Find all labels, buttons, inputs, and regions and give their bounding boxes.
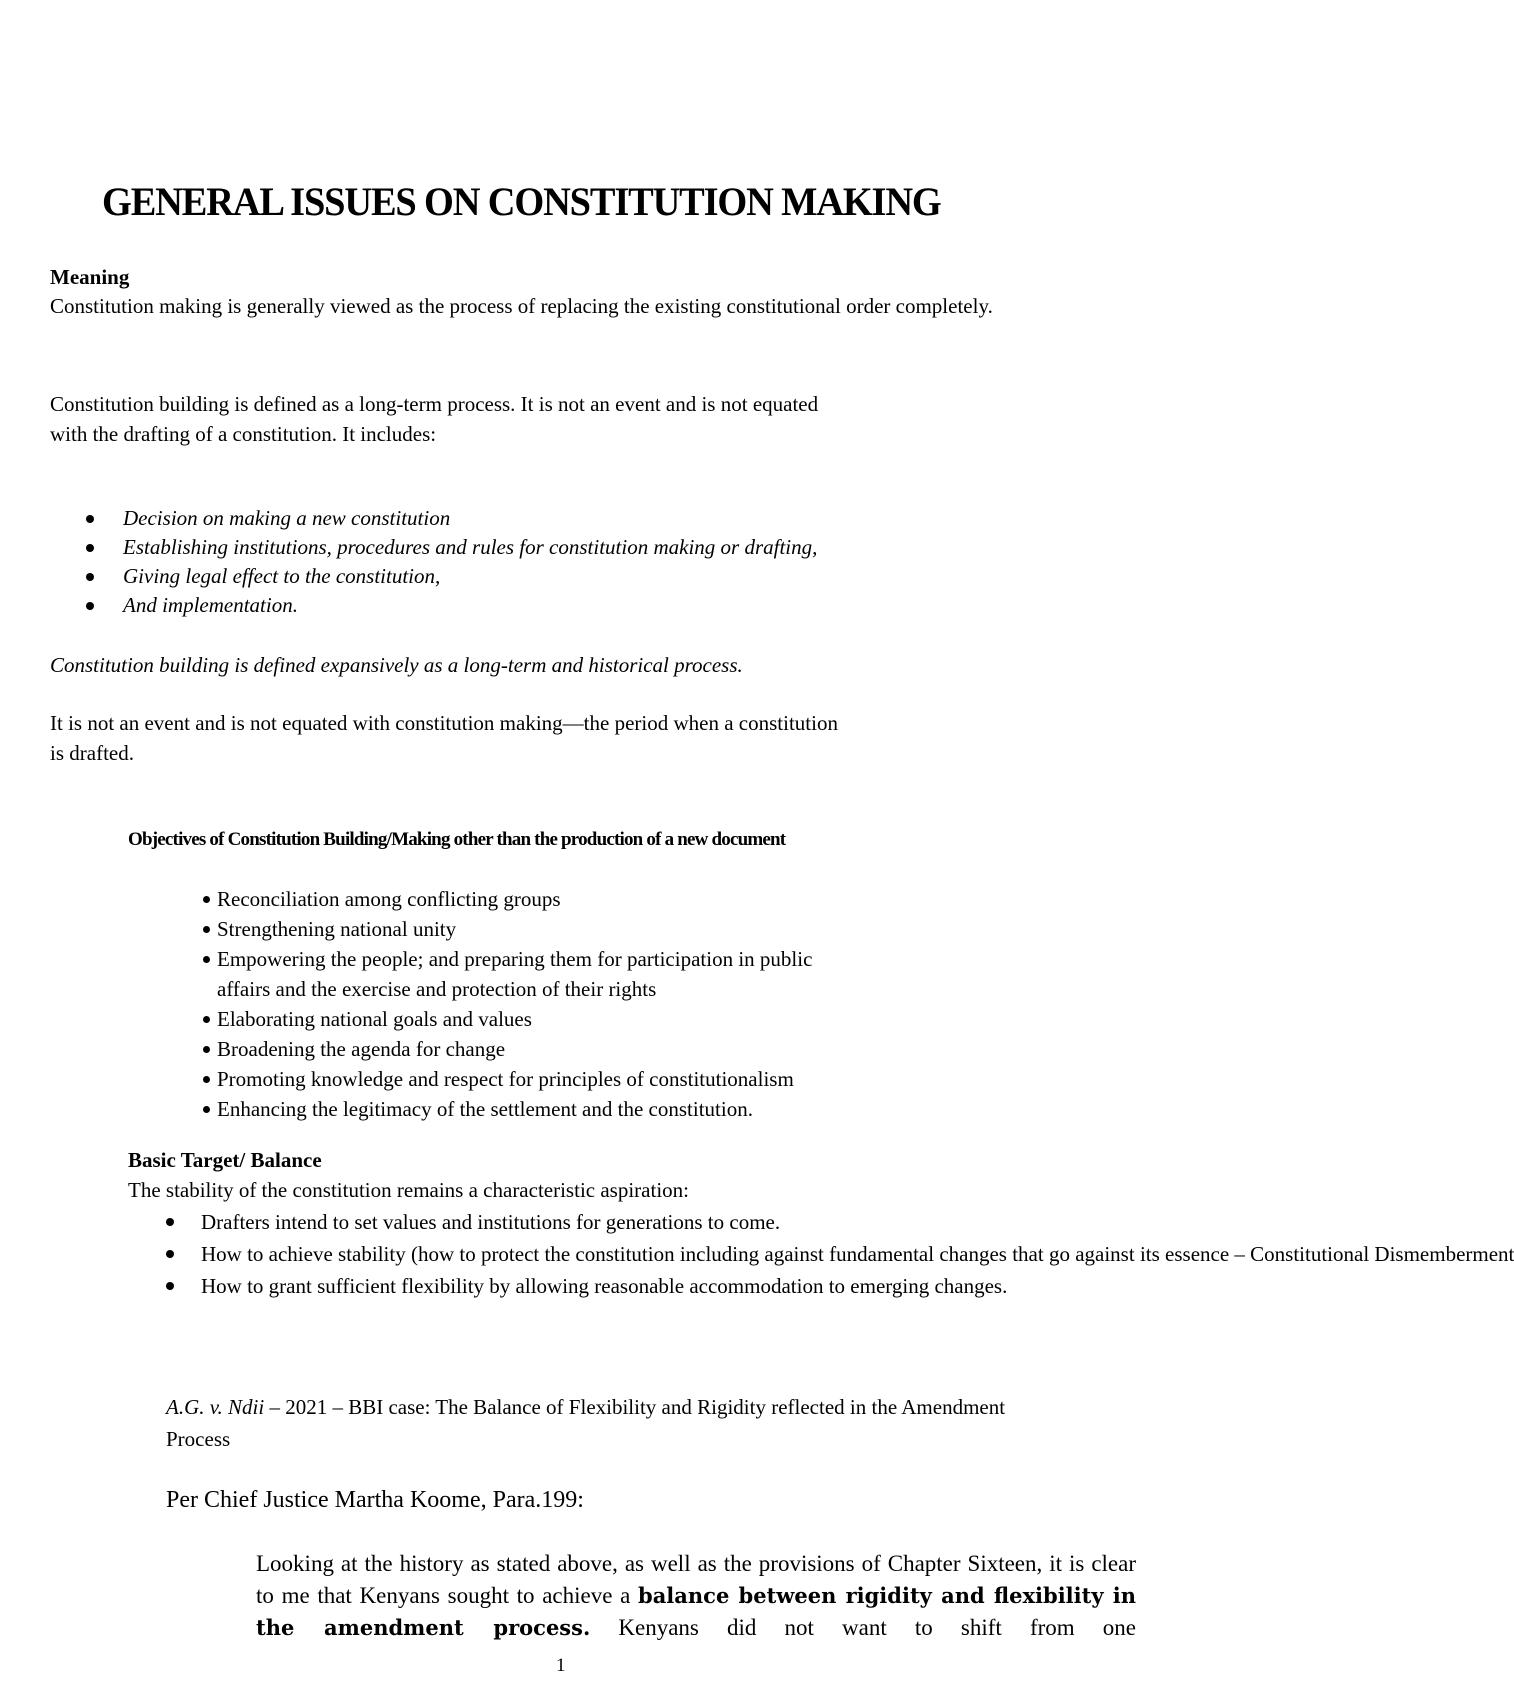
objectives-heading: Objectives of Constitution Building/Making other than the production of a new document: [128, 829, 786, 850]
list-item: Promoting knowledge and respect for principles of constitutionalism: [203, 1064, 812, 1094]
bullet-icon: [86, 602, 94, 610]
list-item: And implementation.: [86, 591, 817, 620]
bullet-icon: [203, 1076, 210, 1083]
bullet-icon: [86, 515, 94, 523]
basic-target-heading: Basic Target/ Balance: [128, 1148, 322, 1172]
bullet-icon: [166, 1218, 174, 1226]
bullet-icon: [166, 1250, 174, 1258]
bullet-icon: [86, 544, 94, 552]
list-item: Reconciliation among conflicting groups: [203, 884, 812, 914]
meaning-heading: Meaning: [50, 265, 130, 289]
includes-list: [86, 504, 817, 620]
bullet-icon: [203, 896, 210, 903]
list-item: Giving legal effect to the constitution,: [86, 562, 817, 591]
objectives-list: [203, 884, 812, 1124]
list-item: How to achieve stability (how to protect the constitution including against fundamental changes that go against its essence – Constitutional Dismemberment: [166, 1238, 1066, 1270]
bullet-icon: [86, 573, 94, 581]
basic-target-intro: The stability of the constitution remains a characteristic aspiration:: [128, 1178, 689, 1202]
event-paragraph: [50, 708, 838, 768]
case-description: – 2021 – BBI case: The Balance of Flexibility and Rigidity reflected in the Amendment Process: [166, 1395, 1006, 1451]
event-line-1: It is not an event and is not equated with constitution making—the period when a constitution: [50, 711, 838, 735]
page-number: 1: [556, 1655, 566, 1676]
meaning-paragraph: Constitution making is generally viewed as the process of replacing the existing constitutional order completely.: [50, 294, 993, 318]
bullet-icon: [203, 926, 210, 933]
bullet-icon: [203, 1016, 210, 1023]
building-line-1: Constitution building is defined as a long-term process. It is not an event and is not equated: [50, 392, 819, 416]
block-quote: Looking at the history as stated above, as well as the provisions of Chapter Sixteen, it is clear to me that Kenyans sought to achieve a balance between rigidity and flexibility in the amendment process. Kenyans did not want to shift from one: [256, 1551, 1137, 1640]
list-item: Drafters intend to set values and institutions for generations to come.: [166, 1206, 1066, 1238]
list-item: Strengthening national unity: [203, 914, 812, 944]
bullet-icon: [203, 1046, 210, 1053]
bullet-icon: [203, 956, 210, 963]
list-item-continuation: affairs and the exercise and protection of their rights: [217, 977, 657, 1001]
quote-emphasis: balance between rigidity and flexibility in the amendment process.: [256, 1583, 1137, 1640]
list-item: Establishing institutions, procedures and rules for constitution making or drafting,: [86, 533, 817, 562]
list-item: How to grant sufficient flexibility by allowing reasonable accommodation to emerging changes.: [166, 1270, 1066, 1302]
case-citation: [166, 1391, 1046, 1455]
bullet-icon: [166, 1282, 174, 1290]
list-item: Elaborating national goals and values: [203, 1004, 812, 1034]
stability-list: [166, 1206, 1514, 1302]
event-line-2: is drafted.: [50, 741, 134, 765]
per-attribution: Per Chief Justice Martha Koome, Para.199:: [166, 1487, 584, 1513]
building-line-2: with the drafting of a constitution. It includes:: [50, 422, 437, 446]
building-paragraph: [50, 389, 818, 449]
case-name: A.G. v. Ndii: [166, 1395, 265, 1419]
bullet-icon: [203, 1106, 210, 1113]
list-item: Decision on making a new constitution: [86, 504, 817, 533]
list-item: Enhancing the legitimacy of the settlement and the constitution.: [203, 1094, 812, 1124]
expansive-definition: Constitution building is defined expansively as a long-term and historical process.: [50, 653, 743, 677]
page-title: GENERAL ISSUES ON CONSTITUTION MAKING: [102, 179, 941, 224]
list-item: Broadening the agenda for change: [203, 1034, 812, 1064]
list-item: Empowering the people; and preparing them for participation in public: [203, 944, 812, 974]
